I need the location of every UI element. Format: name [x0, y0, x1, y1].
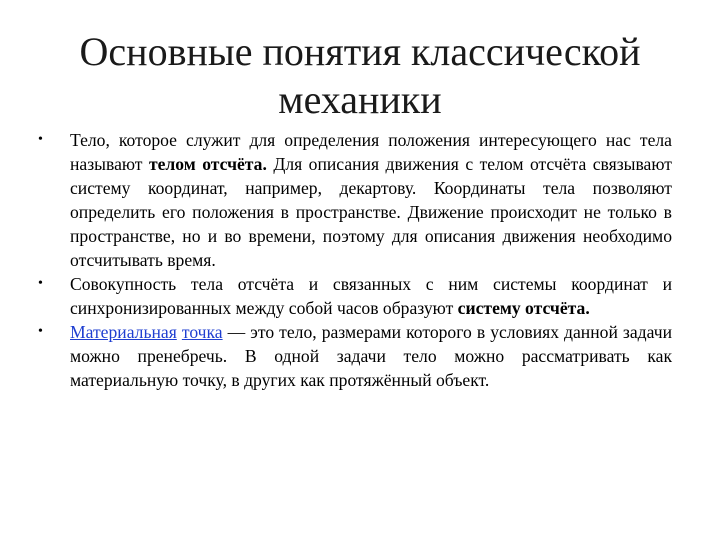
bullet-text: — это тело, размерами которого в условиях данной задачи можно пренебречь. В одной задачи тело можно рассматривать как материальную точку, в других как протяжённый объект. [70, 322, 672, 390]
bullet-marker: • [38, 132, 43, 147]
bullet-marker: • [38, 276, 43, 291]
slide-title [60, 28, 660, 124]
term-reference-body: телом отсчёта. [148, 154, 267, 174]
bullet-item-material-point [36, 320, 672, 392]
bullet-item-reference-body [36, 128, 672, 272]
material-link[interactable]: Материальная [70, 322, 177, 342]
slide-title-line-1: Основные понятия классической [79, 29, 641, 74]
point-link[interactable]: точка [181, 322, 223, 342]
bullet-text: Тело, которое служит для определения положения интересующего нас тела называют [70, 130, 672, 174]
bullet-item-reference-frame [36, 272, 672, 320]
slide-title-line-2: механики [278, 77, 442, 122]
bullet-text: Совокупность тела отсчёта и связанных с ним системы координат и синхронизированных между собой часов образуют [70, 274, 672, 318]
bullet-list [36, 128, 672, 392]
bullet-text: Для описания движения с телом отсчёта связывают систему координат, например, декартову. Координаты тела позволяют определить его положения в пространстве. Движение происходит не только в пространстве, но и во времени, поэтому для описания движения необходимо отсчитывать время. [70, 154, 672, 270]
term-reference-frame: систему отсчёта. [457, 298, 590, 318]
bullet-marker: • [38, 324, 43, 339]
